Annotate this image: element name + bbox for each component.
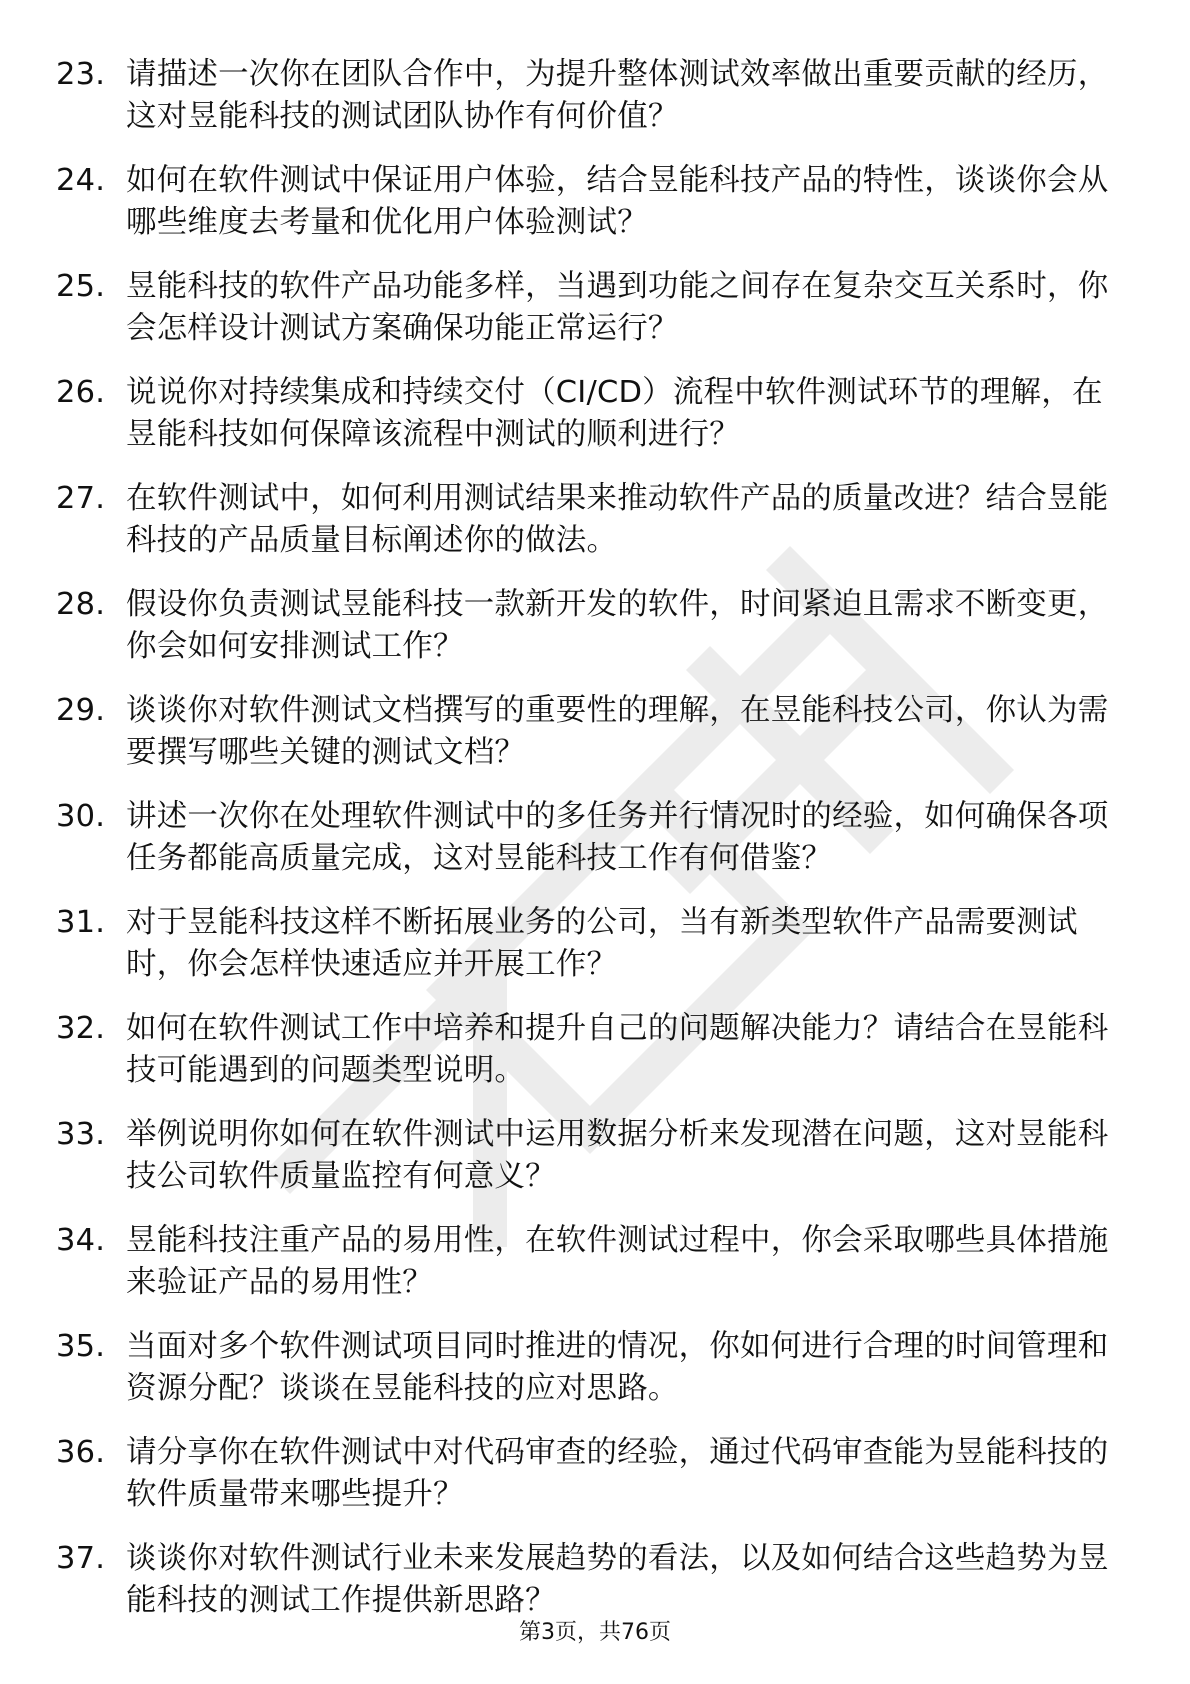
question-item (56, 902, 1116, 986)
question-text: 请描述一次你在团队合作中，为提升整体测试效率做出重要贡献的经历，这对昱能科技的测试团队协作有何价值？ (126, 57, 1109, 134)
question-text: 说说你对持续集成和持续交付（CI/CD）流程中软件测试环节的理解，在昱能科技如何保障该流程中测试的顺利进行？ (126, 375, 1103, 452)
question-number: 37. (56, 1541, 106, 1576)
question-text: 昱能科技注重产品的易用性，在软件测试过程中，你会采取哪些具体措施来验证产品的易用性？ (126, 1223, 1109, 1300)
question-item (56, 1114, 1116, 1198)
question-item (56, 584, 1116, 668)
question-number: 31. (56, 905, 106, 940)
question-item (56, 266, 1116, 350)
question-number: 28. (56, 587, 106, 622)
question-text: 在软件测试中，如何利用测试结果来推动软件产品的质量改进？结合昱能科技的产品质量目标阐述你的做法。 (126, 481, 1109, 558)
question-text: 举例说明你如何在软件测试中运用数据分析来发现潜在问题，这对昱能科技公司软件质量监控有何意义？ (126, 1117, 1109, 1194)
question-number: 27. (56, 481, 106, 516)
question-number: 34. (56, 1223, 106, 1258)
question-item (56, 796, 1116, 880)
question-text: 对于昱能科技这样不断拓展业务的公司，当有新类型软件产品需要测试时，你会怎样快速适应并开展工作？ (126, 905, 1078, 982)
question-number: 24. (56, 163, 106, 198)
question-item (56, 1432, 1116, 1516)
question-number: 35. (56, 1329, 106, 1364)
question-list (56, 54, 1116, 1644)
question-text: 谈谈你对软件测试行业未来发展趋势的看法，以及如何结合这些趋势为昱能科技的测试工作提供新思路？ (126, 1541, 1109, 1618)
question-item (56, 1008, 1116, 1092)
question-text: 当面对多个软件测试项目同时推进的情况，你如何进行合理的时间管理和资源分配？谈谈在昱能科技的应对思路。 (126, 1329, 1109, 1406)
question-number: 32. (56, 1011, 106, 1046)
question-text: 如何在软件测试工作中培养和提升自己的问题解决能力？请结合在昱能科技可能遇到的问题类型说明。 (126, 1011, 1109, 1088)
question-number: 36. (56, 1435, 106, 1470)
question-item (56, 1538, 1116, 1622)
question-item (56, 1220, 1116, 1304)
question-number: 23. (56, 57, 106, 92)
page-footer: 第3页，共76页 (519, 1620, 671, 1645)
question-number: 33. (56, 1117, 106, 1152)
question-item (56, 372, 1116, 456)
question-text: 讲述一次你在处理软件测试中的多任务并行情况时的经验，如何确保各项任务都能高质量完成，这对昱能科技工作有何借鉴？ (126, 799, 1109, 876)
question-item (56, 54, 1116, 138)
question-number: 25. (56, 269, 106, 304)
question-text: 请分享你在软件测试中对代码审查的经验，通过代码审查能为昱能科技的软件质量带来哪些提升？ (126, 1435, 1109, 1512)
question-number: 26. (56, 375, 106, 410)
question-text: 谈谈你对软件测试文档撰写的重要性的理解，在昱能科技公司，你认为需要撰写哪些关键的测试文档？ (126, 693, 1109, 770)
question-text: 昱能科技的软件产品功能多样，当遇到功能之间存在复杂交互关系时，你会怎样设计测试方案确保功能正常运行？ (126, 269, 1109, 346)
question-text: 如何在软件测试中保证用户体验，结合昱能科技产品的特性，谈谈你会从哪些维度去考量和优化用户体验测试？ (126, 163, 1109, 240)
question-item (56, 690, 1116, 774)
question-item (56, 160, 1116, 244)
question-item (56, 478, 1116, 562)
question-item (56, 1326, 1116, 1410)
question-number: 29. (56, 693, 106, 728)
question-number: 30. (56, 799, 106, 834)
question-text: 假设你负责测试昱能科技一款新开发的软件，时间紧迫且需求不断变更，你会如何安排测试工作？ (126, 587, 1109, 664)
